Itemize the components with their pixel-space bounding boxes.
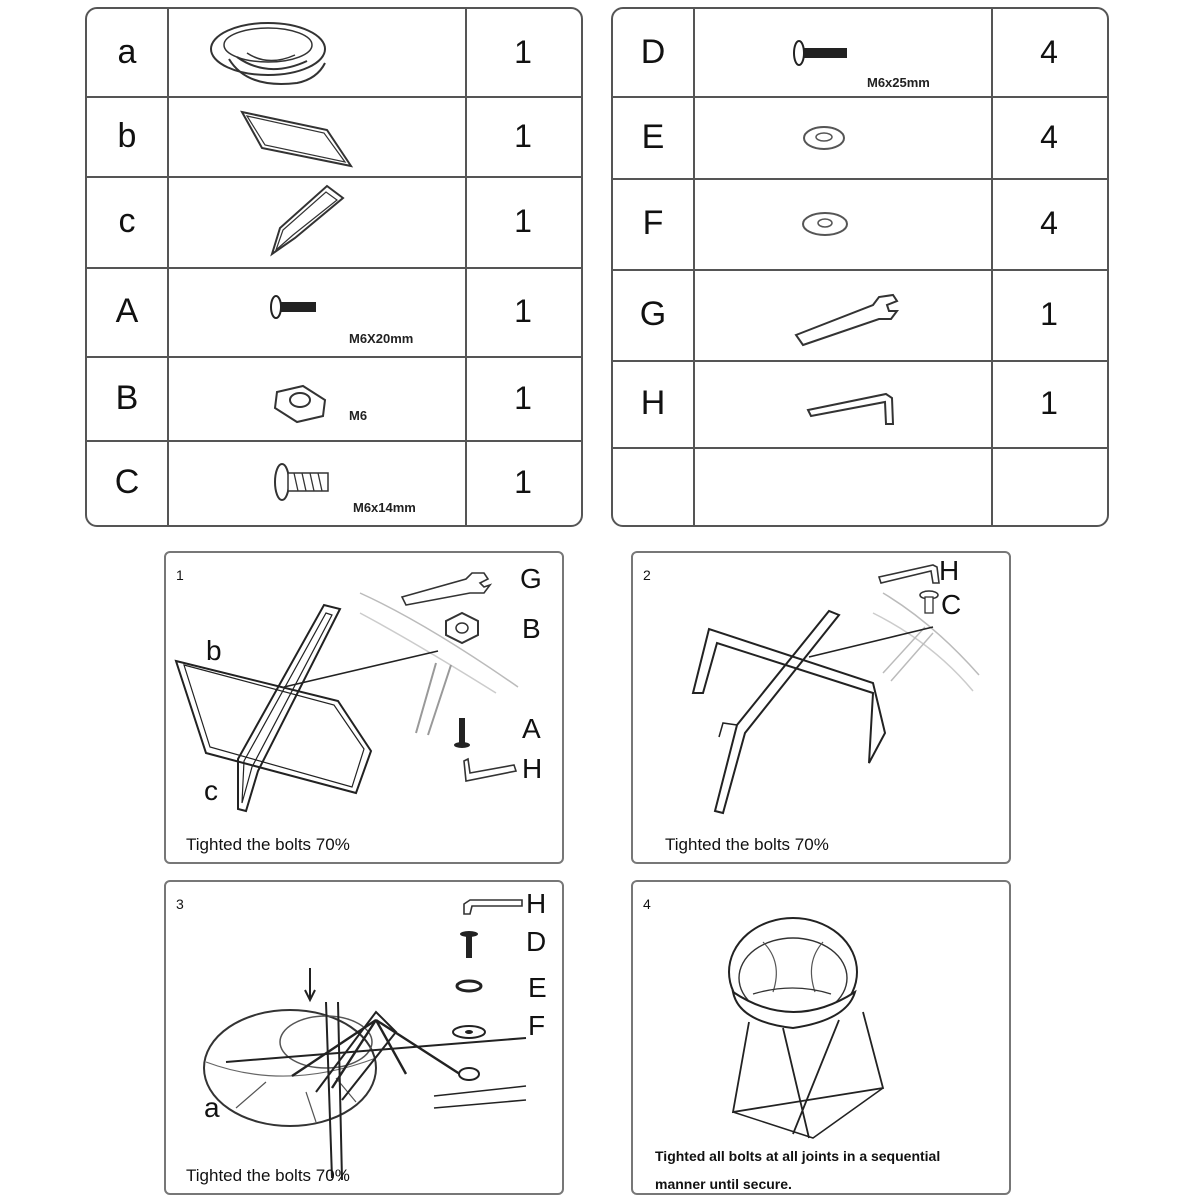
- bolt-icon: [167, 267, 465, 356]
- part-qty: 4: [1040, 34, 1058, 70]
- part-id: A: [115, 292, 139, 330]
- long-bolt-icon: [693, 9, 991, 96]
- step-panel-2: [631, 551, 1011, 864]
- label-spring-washer: E: [528, 972, 547, 1003]
- part-row-C: [87, 440, 581, 525]
- part-qty: [991, 447, 1107, 525]
- parts-table-right: [611, 7, 1109, 527]
- part-row-H: [613, 360, 1107, 449]
- part-id: D: [640, 33, 666, 71]
- part-id: [613, 447, 693, 525]
- label-allen-key: H: [939, 555, 960, 586]
- step-number: 2: [643, 567, 651, 583]
- part-id: a: [117, 33, 137, 71]
- step-number: 1: [176, 567, 184, 583]
- label-allen-key: H: [522, 753, 543, 784]
- part-row-G: [613, 269, 1107, 362]
- part-qty: 1: [514, 293, 532, 329]
- part-id: c: [118, 202, 136, 240]
- step-3-illustration: [166, 882, 562, 1193]
- part-qty: 1: [1040, 296, 1058, 332]
- part-row-E: [613, 96, 1107, 180]
- bolt-spec: M6X20mm: [349, 331, 414, 346]
- flat-washer-icon: [693, 178, 991, 269]
- step-caption: Tighted the bolts 70%: [186, 835, 350, 854]
- label-nut: B: [522, 613, 541, 644]
- part-row-F: [613, 178, 1107, 271]
- part-row-b: [87, 96, 581, 178]
- part-qty: 1: [514, 379, 532, 416]
- step-caption-line-1: Tighted all bolts at all joints in a sequential: [655, 1148, 941, 1164]
- step-number: 4: [643, 896, 651, 912]
- label-allen-key: H: [526, 888, 547, 919]
- part-id: C: [114, 463, 140, 501]
- spring-washer-icon: [693, 96, 991, 178]
- step-caption: Tighted the bolts 70%: [186, 1166, 350, 1185]
- part-qty: 1: [514, 34, 532, 70]
- step-1-illustration: [166, 553, 562, 862]
- part-row-a: [87, 9, 581, 98]
- part-row-D: [613, 9, 1107, 98]
- part-row-c: [87, 176, 581, 269]
- part-qty: 1: [514, 464, 532, 500]
- label-long-bolt: D: [526, 926, 547, 957]
- label-bolt: A: [522, 713, 541, 744]
- nut-icon: [167, 356, 465, 440]
- bolt-spec: M6x25mm: [867, 75, 930, 90]
- screw-spec: M6x14mm: [353, 500, 416, 515]
- allen-key-icon: [693, 360, 991, 447]
- part-id: G: [639, 295, 667, 333]
- step-number: 3: [176, 896, 184, 912]
- part-id: E: [641, 117, 665, 156]
- part-id: B: [115, 378, 139, 417]
- part-id: F: [642, 204, 664, 242]
- label-frame-b: b: [206, 635, 222, 666]
- part-id: H: [640, 384, 666, 422]
- part-row-A: [87, 267, 581, 358]
- wrench-icon: [693, 269, 991, 360]
- assembled-chair-illustration: [633, 882, 1009, 1193]
- part-row-empty: [613, 447, 1107, 525]
- leg-frame-c-icon: [167, 176, 465, 267]
- part-qty: 1: [514, 117, 532, 154]
- part-row-B: [87, 356, 581, 442]
- label-frame-c: c: [204, 775, 218, 806]
- step-panel-1: [164, 551, 564, 864]
- nut-spec: M6: [349, 408, 368, 423]
- label-flat-washer: F: [528, 1010, 546, 1041]
- part-qty: 4: [1040, 205, 1058, 241]
- seat-icon: [167, 9, 465, 96]
- step-panel-4: [631, 880, 1011, 1195]
- leg-frame-b-icon: [167, 96, 465, 176]
- part-qty: 1: [1040, 385, 1058, 421]
- part-qty: 4: [1040, 118, 1058, 155]
- label-seat: a: [204, 1092, 220, 1123]
- step-panel-3: [164, 880, 564, 1195]
- part-id: b: [117, 116, 137, 155]
- label-screw: C: [941, 589, 962, 620]
- parts-table-left: [85, 7, 583, 527]
- part-qty: 1: [514, 203, 532, 239]
- label-wrench: G: [520, 563, 542, 594]
- screw-icon: [167, 440, 465, 525]
- step-caption-line-2: manner until secure.: [655, 1176, 792, 1192]
- step-caption: Tighted the bolts 70%: [665, 835, 829, 854]
